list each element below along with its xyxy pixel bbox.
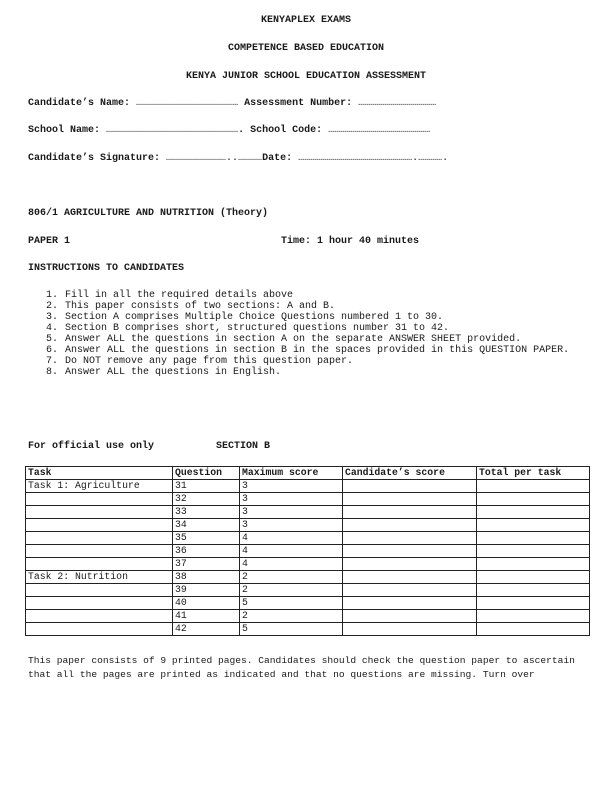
total-cell[interactable] xyxy=(477,597,590,610)
school-name-label: School Name: xyxy=(28,125,101,136)
candidate-score-cell[interactable] xyxy=(343,584,477,597)
question-cell: 32 xyxy=(173,493,240,506)
task-cell xyxy=(26,506,173,519)
question-cell: 33 xyxy=(173,506,240,519)
task-cell xyxy=(26,597,173,610)
candidate-score-cell[interactable] xyxy=(343,610,477,623)
candidate-score-cell[interactable] xyxy=(343,506,477,519)
paper-label: PAPER 1 xyxy=(28,236,71,247)
school-row: School Name: …………………………………………………………. School Code: …………………………………………… xyxy=(28,125,431,136)
header-max-score: Maximum score xyxy=(240,467,343,480)
table-row xyxy=(26,545,590,558)
question-cell: 42 xyxy=(173,623,240,636)
max-score-cell: 2 xyxy=(240,571,343,584)
table-row xyxy=(26,519,590,532)
total-cell[interactable] xyxy=(477,493,590,506)
candidate-name-label: Candidate’s Name: xyxy=(28,98,131,109)
max-score-cell: 4 xyxy=(240,532,343,545)
max-score-cell: 3 xyxy=(240,519,343,532)
table-row xyxy=(26,571,590,584)
candidate-score-cell[interactable] xyxy=(343,545,477,558)
task-cell xyxy=(26,623,173,636)
task-cell xyxy=(26,545,173,558)
candidate-name-row xyxy=(28,98,436,109)
candidate-score-cell[interactable] xyxy=(343,623,477,636)
candidate-score-cell[interactable] xyxy=(343,597,477,610)
candidate-score-cell[interactable] xyxy=(343,571,477,584)
max-score-cell: 4 xyxy=(240,558,343,571)
signature-field[interactable]: …………………………..………… xyxy=(166,153,263,164)
total-cell[interactable] xyxy=(477,519,590,532)
exam-body-title: KENYAPLEX EXAMS xyxy=(260,15,351,26)
signature-row xyxy=(28,153,448,164)
instructions-list xyxy=(45,290,584,378)
max-score-cell: 3 xyxy=(240,506,343,519)
header-total-per-task: Total per task xyxy=(477,467,590,480)
question-cell: 31 xyxy=(173,480,240,493)
question-cell: 34 xyxy=(173,519,240,532)
header-candidate-score: Candidate’s score xyxy=(343,467,477,480)
total-cell[interactable] xyxy=(477,545,590,558)
total-cell[interactable] xyxy=(477,480,590,493)
task-cell xyxy=(26,610,173,623)
official-use-label: For official use only xyxy=(28,441,155,452)
question-cell: 38 xyxy=(173,571,240,584)
candidate-score-cell[interactable] xyxy=(343,480,477,493)
max-score-cell: 3 xyxy=(240,493,343,506)
assessment-title: KENYA JUNIOR SCHOOL EDUCATION ASSESSMENT xyxy=(185,71,427,82)
total-cell[interactable] xyxy=(477,558,590,571)
task-cell xyxy=(26,558,173,571)
max-score-cell: 2 xyxy=(240,610,343,623)
max-score-cell: 5 xyxy=(240,623,343,636)
question-cell: 37 xyxy=(173,558,240,571)
section-b-label: SECTION B xyxy=(216,441,271,452)
instruction-item: 4. Section B comprises short, structured questions number 31 to 42. xyxy=(64,323,584,334)
task-cell xyxy=(26,493,173,506)
max-score-cell: 3 xyxy=(240,480,343,493)
question-cell: 40 xyxy=(173,597,240,610)
table-row xyxy=(26,610,590,623)
total-cell[interactable] xyxy=(477,506,590,519)
instruction-item: 5. Answer ALL the questions in section A on the separate ANSWER SHEET provided. xyxy=(64,334,584,345)
table-row xyxy=(26,480,590,493)
instruction-item: 6. Answer ALL the questions in section B in the spaces provided in this QUESTION PAPER. xyxy=(64,345,584,356)
total-cell[interactable] xyxy=(477,610,590,623)
instruction-item: 1. Fill in all the required details above xyxy=(64,290,584,301)
school-code-field[interactable]: …………………………………………… xyxy=(328,125,431,136)
task-cell xyxy=(26,532,173,545)
table-row xyxy=(26,532,590,545)
question-cell: 35 xyxy=(173,532,240,545)
total-cell[interactable] xyxy=(477,571,590,584)
question-cell: 41 xyxy=(173,610,240,623)
curriculum-title: COMPETENCE BASED EDUCATION xyxy=(227,43,385,54)
table-row xyxy=(26,506,590,519)
instruction-item: 7. Do NOT remove any page from this question paper. xyxy=(64,356,584,367)
paper-title: 806/1 AGRICULTURE AND NUTRITION (Theory) xyxy=(28,208,269,219)
candidate-name-field[interactable]: …………………………………………… xyxy=(136,98,239,109)
task-cell: Task 1: Agriculture xyxy=(26,480,173,493)
table-row xyxy=(26,623,590,636)
max-score-cell: 5 xyxy=(240,597,343,610)
task-cell: Task 2: Nutrition xyxy=(26,571,173,584)
table-row xyxy=(26,597,590,610)
table-header-row xyxy=(26,467,590,480)
date-label: Date: xyxy=(262,153,293,164)
instruction-item: 3. Section A comprises Multiple Choice Questions numbered 1 to 30. xyxy=(64,312,584,323)
assessment-number-label: Assessment Number: xyxy=(244,98,353,109)
task-cell xyxy=(26,584,173,597)
table-row xyxy=(26,558,590,571)
total-cell[interactable] xyxy=(477,584,590,597)
candidate-score-cell[interactable] xyxy=(343,558,477,571)
max-score-cell: 2 xyxy=(240,584,343,597)
candidate-score-cell[interactable] xyxy=(343,532,477,545)
table-row xyxy=(26,584,590,597)
header-task: Task xyxy=(26,467,173,480)
school-name-field[interactable]: ………………………………………………………… xyxy=(106,125,239,136)
question-cell: 39 xyxy=(173,584,240,597)
instructions-heading: INSTRUCTIONS TO CANDIDATES xyxy=(28,263,185,274)
school-code-label: School Code: xyxy=(250,125,323,136)
instruction-item: 2. This paper consists of two sections: A and B. xyxy=(64,301,584,312)
table-row xyxy=(26,493,590,506)
candidate-score-cell[interactable] xyxy=(343,519,477,532)
max-score-cell: 4 xyxy=(240,545,343,558)
time-allowed: Time: 1 hour 40 minutes xyxy=(281,236,420,247)
question-cell: 36 xyxy=(173,545,240,558)
score-table xyxy=(25,466,590,636)
date-field[interactable]: ………………………………………………….…………. xyxy=(298,153,449,164)
page-count-note: This paper consists of 9 printed pages. Candidates should check the question paper to ascertain that all the pages are printed as indicated and that no questions are missing. Turn over xyxy=(28,655,575,680)
header-question: Question xyxy=(173,467,240,480)
assessment-number-field[interactable]: ………………………………… xyxy=(358,98,437,109)
total-cell[interactable] xyxy=(477,623,590,636)
candidate-score-cell[interactable] xyxy=(343,493,477,506)
instruction-item: 8. Answer ALL the questions in English. xyxy=(64,367,584,378)
task-cell xyxy=(26,519,173,532)
signature-label: Candidate’s Signature: xyxy=(28,153,161,164)
total-cell[interactable] xyxy=(477,532,590,545)
